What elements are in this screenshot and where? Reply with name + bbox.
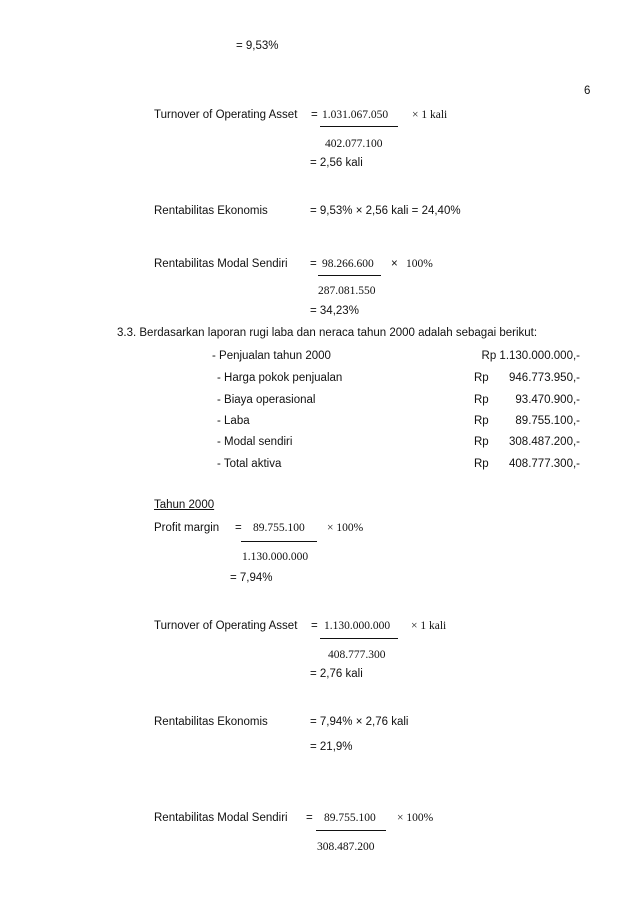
section-heading: 3.3. Berdasarkan laporan rugi laba dan neraca tahun 2000 adalah sebagai berikut: — [117, 327, 538, 339]
list-item-label: - Laba — [217, 415, 250, 427]
rms-equals: = — [310, 258, 317, 270]
rms2-fraction-line — [316, 830, 386, 831]
list-item-rp: Rp — [474, 394, 489, 406]
rms-percent: 100% — [406, 258, 433, 270]
rms-result: = 34,23% — [310, 305, 359, 317]
re2-calculation: = 7,94% × 2,76 kali — [310, 716, 409, 728]
toa2-label: Turnover of Operating Asset — [154, 620, 298, 632]
toa-denominator: 402.077.100 — [325, 138, 383, 150]
pm-fraction-line — [241, 541, 317, 542]
list-item-amount: 93.470.900,- — [515, 394, 580, 406]
toa-multiplier: × 1 kali — [412, 109, 448, 121]
page-number: 6 — [584, 85, 591, 97]
toa2-numerator: 1.130.000.000 — [324, 620, 391, 632]
list-item-amount: 946.773.950,- — [509, 372, 580, 384]
toa-numerator: 1.031.067.050 — [322, 109, 389, 121]
rms2-denominator: 308.487.200 — [317, 841, 375, 853]
pm-label: Profit margin — [154, 522, 220, 534]
toa-label: Turnover of Operating Asset — [154, 109, 298, 121]
rms-numerator: 98.266.600 — [322, 258, 374, 270]
re2-result: = 21,9% — [310, 741, 353, 753]
list-item-rp: Rp — [474, 372, 489, 384]
list-item-rp: Rp — [474, 458, 489, 470]
list-item-amount: 89.755.100,- — [515, 415, 580, 427]
rms-fraction-line — [318, 275, 381, 276]
year-heading: Tahun 2000 — [154, 499, 215, 511]
pm-numerator: 89.755.100 — [253, 522, 305, 534]
pm-result: = 7,94% — [230, 572, 273, 584]
toa2-equals: = — [311, 620, 318, 632]
list-item-label: - Biaya operasional — [217, 394, 316, 406]
list-item-amount: 408.777.300,- — [509, 458, 580, 470]
sales-amount: Rp 1.130.000.000,- — [481, 350, 580, 362]
toa2-denominator: 408.777.300 — [328, 649, 386, 661]
list-item-amount: 308.487.200,- — [509, 436, 580, 448]
toa-fraction-line — [320, 126, 398, 127]
toa2-result: = 2,76 kali — [310, 668, 363, 680]
toa-equals: = — [311, 109, 318, 121]
pm-multiplier: × 100% — [327, 522, 364, 534]
rms2-multiplier: × 100% — [397, 812, 434, 824]
rms2-label: Rentabilitas Modal Sendiri — [154, 812, 288, 824]
toa-result: = 2,56 kali — [310, 157, 363, 169]
previous-result: = 9,53% — [236, 40, 279, 52]
rms2-numerator: 89.755.100 — [324, 812, 376, 824]
list-item-label: - Modal sendiri — [217, 436, 293, 448]
re-label: Rentabilitas Ekonomis — [154, 205, 268, 217]
pm-denominator: 1.130.000.000 — [242, 551, 309, 563]
sales-label: - Penjualan tahun 2000 — [212, 350, 331, 362]
pm-equals: = — [235, 522, 242, 534]
toa2-multiplier: × 1 kali — [411, 620, 447, 632]
rms-label: Rentabilitas Modal Sendiri — [154, 258, 288, 270]
rms-denominator: 287.081.550 — [318, 285, 376, 297]
list-item-label: - Total aktiva — [217, 458, 282, 470]
re2-label: Rentabilitas Ekonomis — [154, 716, 268, 728]
toa2-fraction-line — [320, 638, 398, 639]
re-calculation: = 9,53% × 2,56 kali = 24,40% — [310, 205, 461, 217]
rms-multiply-sign: × — [391, 258, 398, 270]
rms2-equals: = — [306, 812, 313, 824]
list-item-rp: Rp — [474, 436, 489, 448]
list-item-rp: Rp — [474, 415, 489, 427]
list-item-label: - Harga pokok penjualan — [217, 372, 343, 384]
